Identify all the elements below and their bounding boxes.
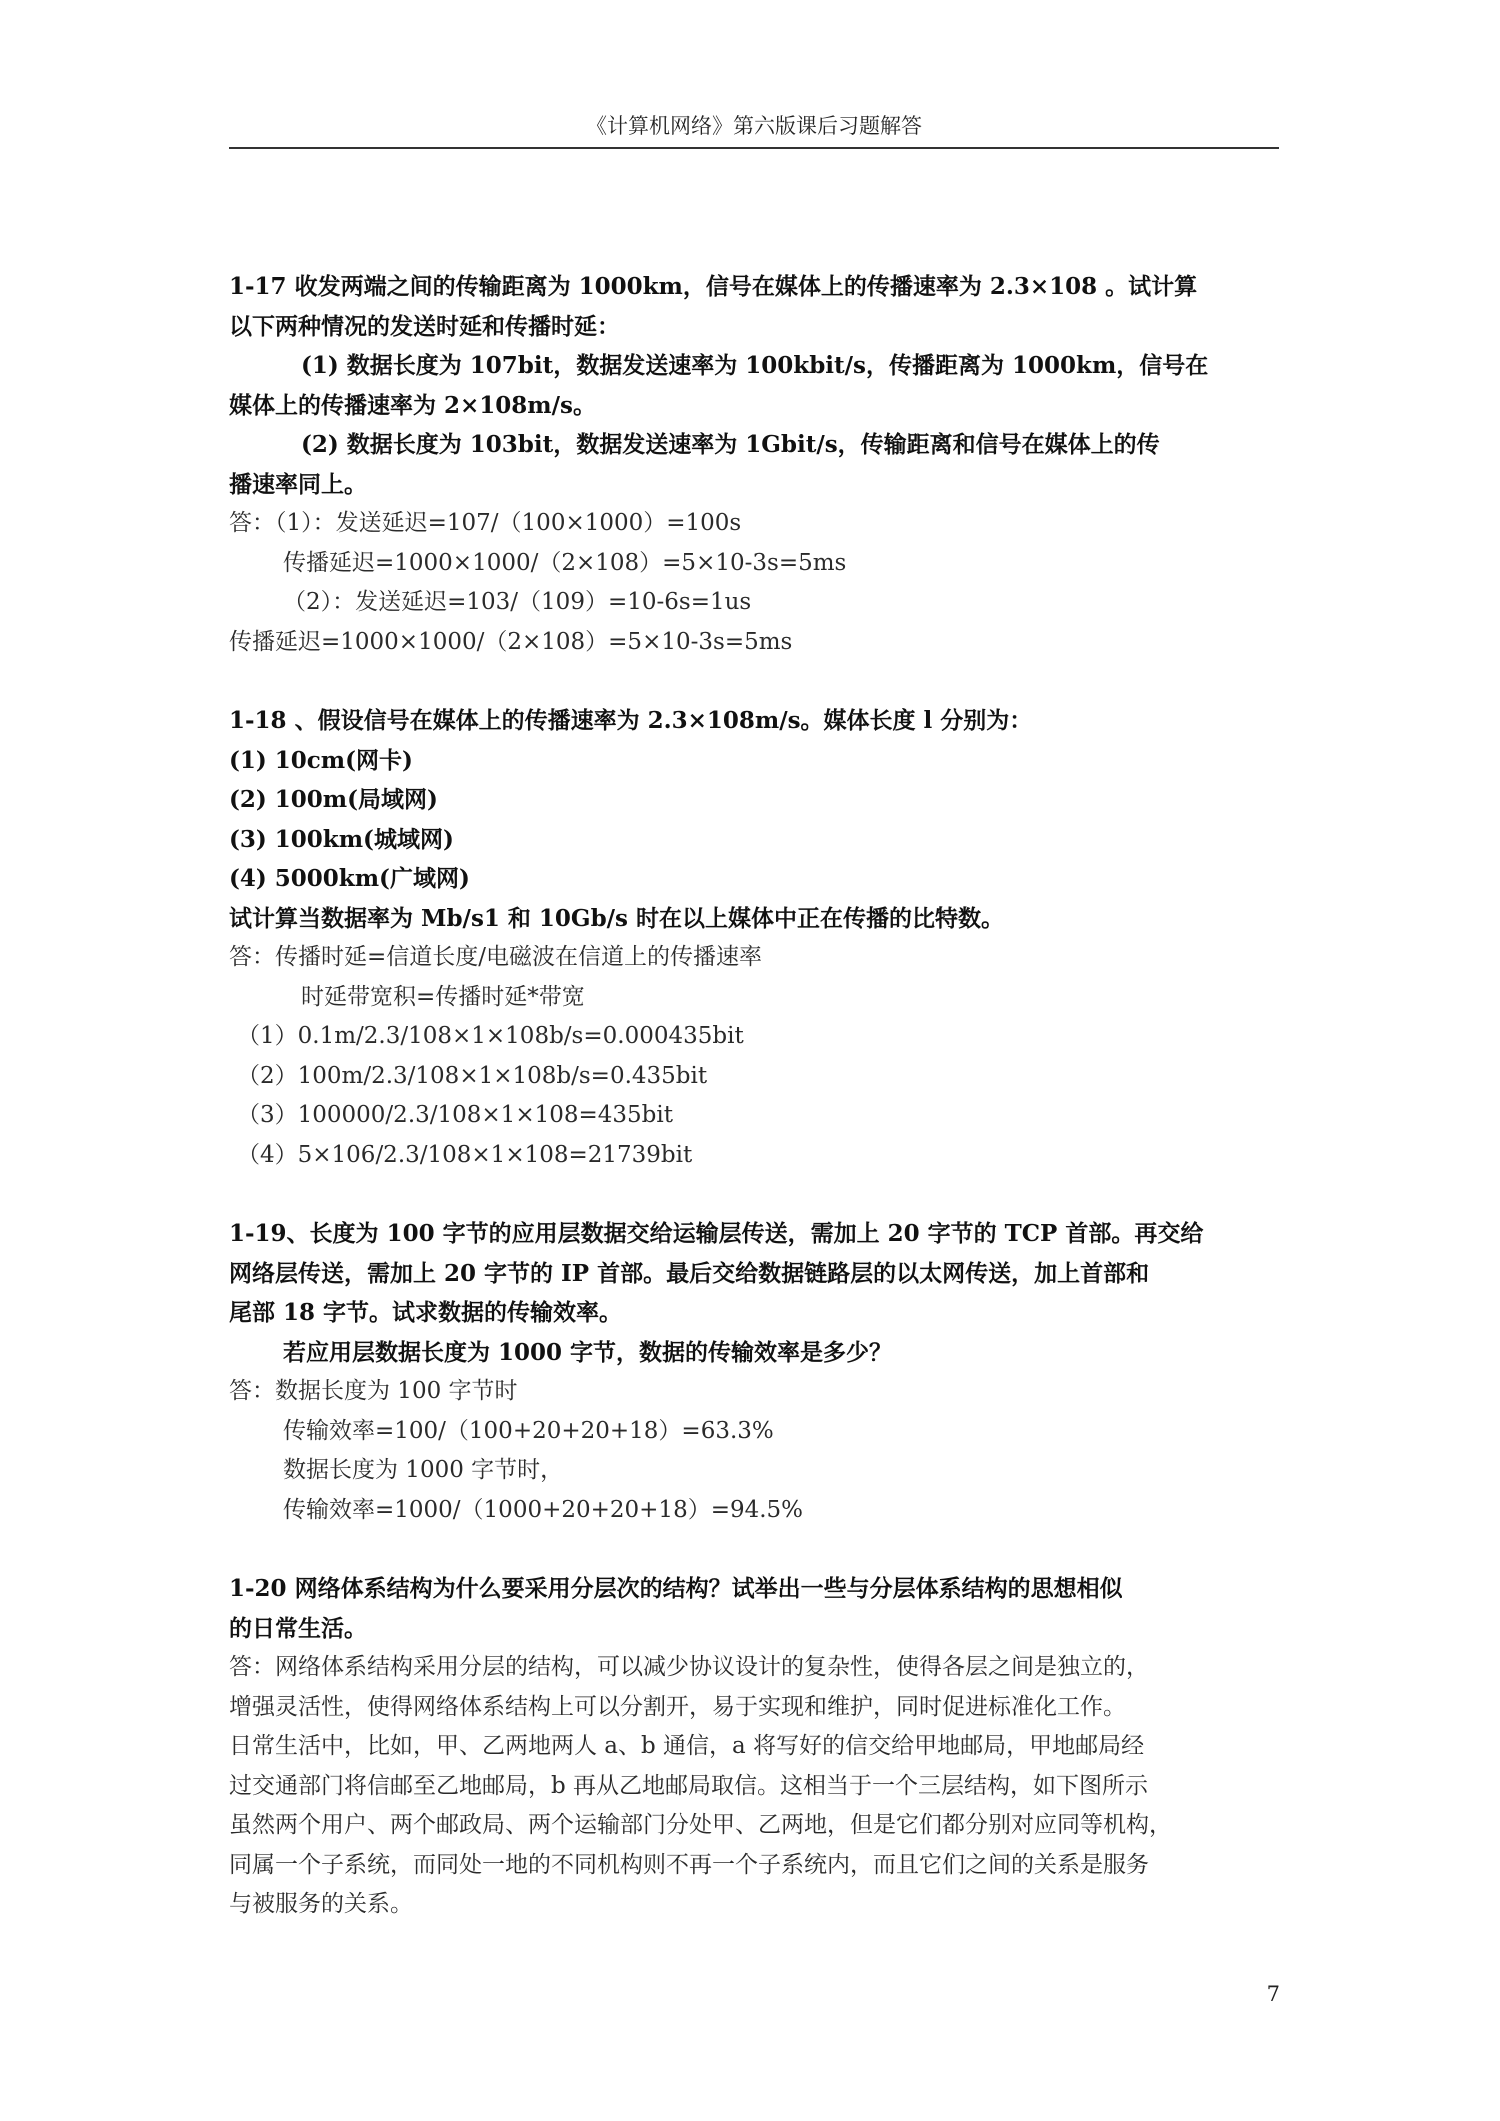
question-1-18 (229, 701, 1279, 1175)
answer-text: （2）：发送延迟=103/（109）=10-6s=1us (283, 589, 752, 615)
question-text: 播速率同上。 (229, 470, 367, 498)
question-text: 1-20 网络体系结构为什么要采用分层次的结构？试举出一些与分层体系结构的思想相似 (229, 1575, 1123, 1602)
answer-text: 过交通部门将信邮至乙地邮局，b 再从乙地邮局取信。这相当于一个三层结构，如下图所示 (229, 1772, 1149, 1799)
answer-text: 日常生活中，比如，甲、乙两地两人 a、b 通信，a 将写好的信交给甲地邮局，甲地邮局经 (229, 1733, 1145, 1759)
section-gap (229, 1175, 1279, 1214)
question-1-20 (229, 1569, 1279, 1925)
answer-text: 传输效率=1000/（1000+20+20+18）=94.5% (283, 1496, 804, 1523)
running-header: 《计算机网络》第六版课后习题解答 (586, 114, 922, 138)
question-1-19 (229, 1214, 1279, 1530)
question-text: 尾部 18 字节。试求数据的传输效率。 (229, 1299, 623, 1326)
answer-text: （4）5×106/2.3/108×1×108=21739bit (237, 1141, 693, 1168)
question-text: (4) 5000km(广域网) (229, 865, 470, 892)
answer-text: 传播延迟=1000×1000/（2×108）=5×10-3s=5ms (283, 549, 847, 576)
answer-text: 答：数据长度为 100 字节时 (229, 1378, 518, 1404)
question-text: 若应用层数据长度为 1000 字节，数据的传输效率是多少？ (283, 1338, 893, 1366)
question-text: 1-18 、假设信号在媒体上的传播速率为 2.3×108m/s。媒体长度 l 分别为： (229, 707, 1033, 734)
question-text: 媒体上的传播速率为 2×108m/s。 (229, 391, 596, 419)
question-text: 网络层传送，需加上 20 字节的 IP 首部。最后交给数据链路层的以太网传送，加上首部和 (229, 1259, 1150, 1287)
answer-text: 传输效率=100/（100+20+20+18）=63.3% (283, 1417, 774, 1444)
page-number: 7 (1266, 1982, 1280, 2006)
answer-text: 与被服务的关系。 (229, 1891, 413, 1917)
question-text: 试计算当数据率为 Mb/s1 和 10Gb/s 时在以上媒体中正在传播的比特数。 (229, 904, 1005, 932)
answer-text: （1）0.1m/2.3/108×1×108b/s=0.000435bit (237, 1023, 744, 1049)
section-gap (229, 1530, 1279, 1569)
header-rule (229, 147, 1279, 149)
question-text: 的日常生活。 (229, 1614, 367, 1642)
section-gap (229, 662, 1279, 701)
answer-text: 虽然两个用户、两个邮政局、两个运输部门分处甲、乙两地，但是它们都分别对应同等机构， (229, 1812, 1172, 1838)
question-text: (1) 10cm(网卡) (229, 746, 413, 774)
answer-text: 答：网络体系结构采用分层的结构，可以减少协议设计的复杂性，使得各层之间是独立的， (229, 1654, 1149, 1680)
page-body (229, 267, 1279, 1925)
answer-text: 时延带宽积=传播时延*带宽 (301, 983, 585, 1010)
answer-text: 同属一个子系统，而同处一地的不同机构则不再一个子系统内，而且它们之间的关系是服务 (229, 1851, 1149, 1878)
question-text: 以下两种情况的发送时延和传播时延： (229, 312, 620, 340)
question-1-17 (229, 267, 1279, 662)
answer-text: 传播延迟=1000×1000/（2×108）=5×10-3s=5ms (229, 628, 793, 655)
answer-text: 答：传播时延=信道长度/电磁波在信道上的传播速率 (229, 944, 763, 970)
answer-text: （2）100m/2.3/108×1×108b/s=0.435bit (237, 1062, 708, 1089)
question-text: (3) 100km(城域网) (229, 825, 454, 853)
answer-text: 答：（1）：发送延迟=107/（100×1000）=100s (229, 510, 742, 536)
answer-text: 增强灵活性，使得网络体系结构上可以分割开，易于实现和维护，同时促进标准化工作。 (229, 1693, 1126, 1720)
question-text: (1) 数据长度为 107bit，数据发送速率为 100kbit/s，传播距离为 1000km，信号在 (301, 352, 1209, 379)
question-text: (2) 数据长度为 103bit，数据发送速率为 1Gbit/s，传输距离和信号在媒体上的传 (301, 431, 1160, 458)
answer-text: 数据长度为 1000 字节时， (283, 1457, 564, 1483)
question-text: (2) 100m(局域网) (229, 786, 438, 813)
question-text: 1-19、长度为 100 字节的应用层数据交给运输层传送，需加上 20 字节的 TCP 首部。再交给 (229, 1220, 1204, 1247)
answer-text: （3）100000/2.3/108×1×108=435bit (237, 1102, 673, 1128)
question-text: 1-17 收发两端之间的传输距离为 1000km，信号在媒体上的传播速率为 2.3×108 。试计算 (229, 273, 1198, 300)
